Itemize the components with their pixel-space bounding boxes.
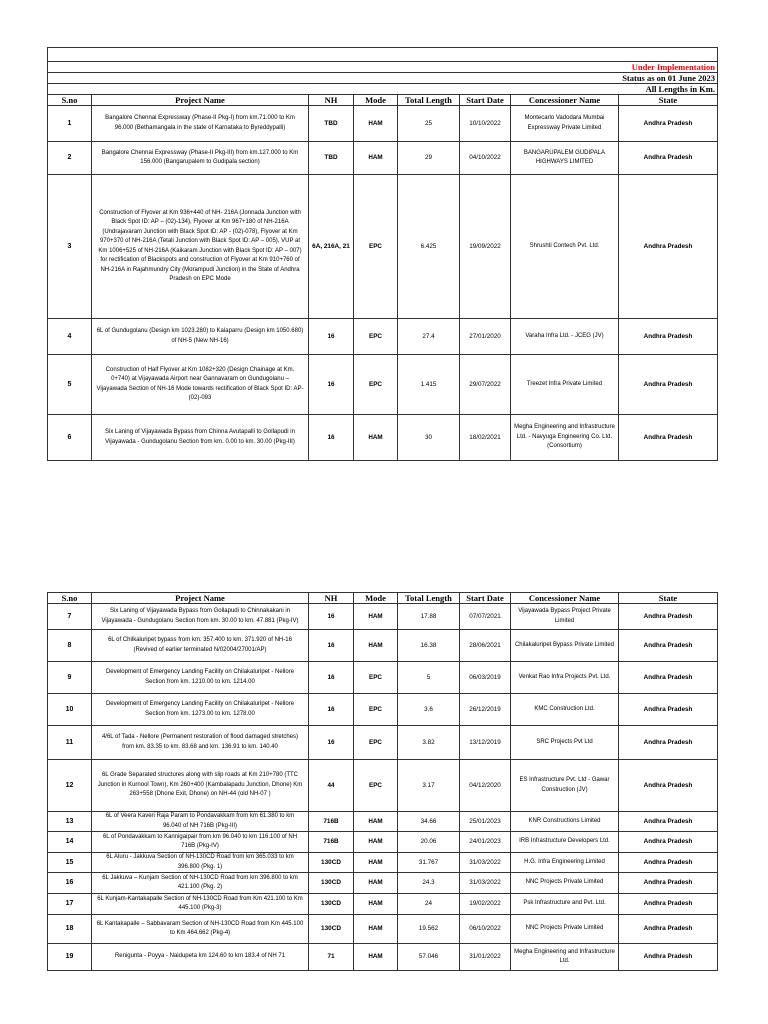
row-sno: 1 (48, 106, 92, 142)
row-state: Andhra Pradesh (619, 944, 718, 971)
status-date: Status as on 01 June 2023 (48, 73, 718, 84)
row-nh: 716B (309, 812, 354, 832)
col-project-name: Project Name (92, 95, 309, 106)
row-state: Andhra Pradesh (619, 415, 718, 461)
row-nh: 16 (309, 355, 354, 415)
row-concessioner: Megha Engineering and Infrastructure Ltd. (511, 944, 619, 971)
row-nh: 44 (309, 760, 354, 812)
col-state: State (619, 95, 718, 106)
row-state: Andhra Pradesh (619, 915, 718, 944)
row-total-length: 5 (398, 662, 460, 694)
row-start-date: 31/03/2022 (460, 853, 511, 873)
row-state: Andhra Pradesh (619, 355, 718, 415)
row-state: Andhra Pradesh (619, 832, 718, 853)
row-nh: TBD (309, 106, 354, 142)
col-state: State (619, 593, 718, 604)
row-nh: 130CD (309, 894, 354, 915)
row-sno: 9 (48, 662, 92, 694)
row-mode: HAM (354, 142, 398, 175)
table-row (48, 894, 718, 915)
row-concessioner: IRB Infrastructure Developers Ltd. (511, 832, 619, 853)
row-mode: HAM (354, 873, 398, 894)
units-note: All Lengths in Km. (48, 84, 718, 95)
row-start-date: 19/09/2022 (460, 175, 511, 319)
row-state: Andhra Pradesh (619, 760, 718, 812)
row-concessioner: Venkat Rao Infra Projects Pvt. Ltd. (511, 662, 619, 694)
row-sno: 3 (48, 175, 92, 319)
row-total-length: 3.82 (398, 726, 460, 760)
row-start-date: 29/07/2022 (460, 355, 511, 415)
table-row (48, 630, 718, 662)
row-mode: EPC (354, 760, 398, 812)
row-project-name: 6L Jakkuva – Kunjam Section of NH-130CD Road from km 396.800 to km 421.100 (Pkg. 2) (92, 873, 309, 894)
row-mode: HAM (354, 944, 398, 971)
row-project-name: 6L of Veera Kaveri Raja Param to Pondavakkam from km 61.380 to km 96.040 of NH 716B (Pkg-III) (92, 812, 309, 832)
row-nh: 16 (309, 726, 354, 760)
row-nh: 16 (309, 662, 354, 694)
table-row (48, 694, 718, 726)
col-nh: NH (309, 95, 354, 106)
row-sno: 18 (48, 915, 92, 944)
row-total-length: 17.88 (398, 604, 460, 630)
row-state: Andhra Pradesh (619, 873, 718, 894)
row-mode: HAM (354, 832, 398, 853)
row-sno: 7 (48, 604, 92, 630)
projects-table-top (47, 47, 718, 461)
table-row (48, 832, 718, 853)
row-concessioner: Treezet Infra Private Limited (511, 355, 619, 415)
row-project-name: Development of Emergency Landing Facility on Chilakaluripet - Nellore Section from km. 1273.00 to km. 1278.00 (92, 694, 309, 726)
row-start-date: 27/01/2020 (460, 319, 511, 355)
row-project-name: Development of Emergency Landing Facility on Chilakaluripet - Nellore Section from km. 1210.00 to km. 1214.00 (92, 662, 309, 694)
row-start-date: 26/12/2019 (460, 694, 511, 726)
row-mode: HAM (354, 415, 398, 461)
row-concessioner: Megha Engineering and Infrastructure Ltd. - Navyuga Engineering Co. Ltd. (Consortium) (511, 415, 619, 461)
row-project-name: 6L of Chilkaluripet bypass from km. 357.400 to km. 371.920 of NH-16 (Revived of earlier terminated N/02004/27001/AP) (92, 630, 309, 662)
table-row (48, 355, 718, 415)
row-sno: 6 (48, 415, 92, 461)
row-state: Andhra Pradesh (619, 106, 718, 142)
row-nh: 130CD (309, 873, 354, 894)
table-row (48, 142, 718, 175)
row-state: Andhra Pradesh (619, 604, 718, 630)
row-total-length: 3.17 (398, 760, 460, 812)
table-row (48, 415, 718, 461)
row-state: Andhra Pradesh (619, 175, 718, 319)
col-nh: NH (309, 593, 354, 604)
col-start-date: Start Date (460, 95, 511, 106)
blank-header-row (48, 48, 718, 62)
row-concessioner: Shrushti Contech Pvt. Ltd. (511, 175, 619, 319)
row-mode: HAM (354, 853, 398, 873)
row-sno: 10 (48, 694, 92, 726)
row-concessioner: Psk Infrastructure and Pvt. Ltd. (511, 894, 619, 915)
row-sno: 17 (48, 894, 92, 915)
row-mode: HAM (354, 812, 398, 832)
row-nh: 716B (309, 832, 354, 853)
row-sno: 11 (48, 726, 92, 760)
col-mode: Mode (354, 95, 398, 106)
row-total-length: 3.6 (398, 694, 460, 726)
row-concessioner: ES Infrastructure Pvt. Ltd - Gawar Construction (JV) (511, 760, 619, 812)
row-project-name: Construction of Flyover at Km 936+440 of NH- 216A (Jonnada Junction with Black Spot ID: AP – (02)-134), Flyover at Km 967+180 of NH-216A (Undrajavaram Junction with Black Spot ID: AP - (02)-078), Flyover at Km 970+370 of NH-216A (Tetali Junction with Black Spot ID: AP – 005), VUP at Km 1006+525 of NH-216A (Kaikaram Junction with Black Spot ID: AP – 007) for rectification of Blackspots and construction of Flyover at Km 910+760 of NH-216A in Rajahmundry City (Morampudi Junction) in the State of Andhra Pradesh on EPC Mode (92, 175, 309, 319)
row-start-date: 19/02/2022 (460, 894, 511, 915)
row-nh: 130CD (309, 853, 354, 873)
row-start-date: 25/01/2023 (460, 812, 511, 832)
row-start-date: 04/10/2022 (460, 142, 511, 175)
row-concessioner: H.G. Infra Engineering Limited (511, 853, 619, 873)
row-nh: TBD (309, 142, 354, 175)
table-row (48, 319, 718, 355)
row-project-name: Bangalore Chennai Expressway (Phase-II Pkg-I) from km.71.000 to Km 96.000 (Bethamangala in the state of Karnataka to Byreddypalli) (92, 106, 309, 142)
row-mode: EPC (354, 726, 398, 760)
column-header-row (48, 593, 718, 604)
row-state: Andhra Pradesh (619, 726, 718, 760)
row-nh: 130CD (309, 915, 354, 944)
row-concessioner: Vijayawada Bypass Project Private Limited (511, 604, 619, 630)
row-project-name: Six Laning of Vijayawada Bypass from Chinna Avutapalli to Gollapudi in Vijayawada - Gundugolanu Section from km. 0.00 to km. 30.00 (Pkg-III) (92, 415, 309, 461)
row-total-length: 31.767 (398, 853, 460, 873)
row-total-length: 24 (398, 894, 460, 915)
row-sno: 14 (48, 832, 92, 853)
row-state: Andhra Pradesh (619, 894, 718, 915)
col-start-date: Start Date (460, 593, 511, 604)
row-mode: EPC (354, 662, 398, 694)
col-total-length: Total Length (398, 593, 460, 604)
row-total-length: 30 (398, 415, 460, 461)
table-row (48, 915, 718, 944)
row-mode: EPC (354, 694, 398, 726)
row-project-name: Six Laning of Vijayawada Bypass from Gollapudi to Chinnakakani in Vijayawada - Gundugolanu Section from km. 30.00 to km. 47.881 (Pkg-IV) (92, 604, 309, 630)
col-sno: S.no (48, 95, 92, 106)
row-nh: 6A, 216A, 21 (309, 175, 354, 319)
row-project-name: Construction of Half Flyover at Km 1082+320 (Design Chainage at Km. 0+740) at Vijayawada Airport near Gannavaram on Gundugolanu – Vijayawada Section of NH-16 Mode towards rectification of Black Spot ID: AP-(02)-093 (92, 355, 309, 415)
row-sno: 15 (48, 853, 92, 873)
col-project-name: Project Name (92, 593, 309, 604)
row-concessioner: Montecarlo Vadodara Mumbai Expressway Private Limited (511, 106, 619, 142)
row-start-date: 04/12/2020 (460, 760, 511, 812)
row-mode: EPC (354, 355, 398, 415)
table-row (48, 760, 718, 812)
row-project-name: 6L Aluru - Jakkuva Section of NH-130CD Road from km 365.033 to km 396.800 (Pkg. 1) (92, 853, 309, 873)
table-row (48, 812, 718, 832)
row-start-date: 07/07/2021 (460, 604, 511, 630)
row-sno: 8 (48, 630, 92, 662)
table-row (48, 662, 718, 694)
row-mode: EPC (354, 319, 398, 355)
row-mode: EPC (354, 175, 398, 319)
row-sno: 4 (48, 319, 92, 355)
row-total-length: 20.06 (398, 832, 460, 853)
row-project-name: 6L Kantakapalle – Sabbavaram Section of NH-130CD Road from Km 445.100 to Km 464.662 (Pkg-4) (92, 915, 309, 944)
row-concessioner: BANGARUPALEM GUDIPALA HIGHWAYS LIMITED (511, 142, 619, 175)
row-state: Andhra Pradesh (619, 853, 718, 873)
row-total-length: 34.66 (398, 812, 460, 832)
row-start-date: 06/10/2022 (460, 915, 511, 944)
col-mode: Mode (354, 593, 398, 604)
row-total-length: 24.3 (398, 873, 460, 894)
row-nh: 16 (309, 604, 354, 630)
row-concessioner: Chilakaluripet Bypass Private Limited (511, 630, 619, 662)
row-start-date: 13/12/2019 (460, 726, 511, 760)
row-state: Andhra Pradesh (619, 694, 718, 726)
row-total-length: 1.415 (398, 355, 460, 415)
row-sno: 2 (48, 142, 92, 175)
row-start-date: 06/03/2019 (460, 662, 511, 694)
row-nh: 16 (309, 694, 354, 726)
row-mode: HAM (354, 630, 398, 662)
row-sno: 16 (48, 873, 92, 894)
row-mode: HAM (354, 894, 398, 915)
table-row (48, 944, 718, 971)
row-mode: HAM (354, 106, 398, 142)
row-project-name: Bangalore Chennai Expressway (Phase-II Pkg-III) from km.127.000 to Km 156.000 (Bangarupalem to Gudipala section) (92, 142, 309, 175)
projects-table-bottom (47, 592, 718, 971)
row-nh: 16 (309, 415, 354, 461)
row-total-length: 16.38 (398, 630, 460, 662)
col-sno: S.no (48, 593, 92, 604)
row-concessioner: KNR Constructions Limited (511, 812, 619, 832)
row-nh: 16 (309, 319, 354, 355)
row-total-length: 57.046 (398, 944, 460, 971)
row-nh: 71 (309, 944, 354, 971)
row-start-date: 31/01/2022 (460, 944, 511, 971)
table-row (48, 873, 718, 894)
col-concessioner: Concessioner Name (511, 95, 619, 106)
row-state: Andhra Pradesh (619, 630, 718, 662)
row-nh: 16 (309, 630, 354, 662)
row-total-length: 6.425 (398, 175, 460, 319)
status-label: Under Implementation (48, 62, 718, 73)
row-start-date: 31/03/2022 (460, 873, 511, 894)
row-mode: HAM (354, 915, 398, 944)
row-state: Andhra Pradesh (619, 319, 718, 355)
row-sno: 12 (48, 760, 92, 812)
col-total-length: Total Length (398, 95, 460, 106)
table-row (48, 106, 718, 142)
col-concessioner: Concessioner Name (511, 593, 619, 604)
row-mode: HAM (354, 604, 398, 630)
row-state: Andhra Pradesh (619, 142, 718, 175)
row-start-date: 28/06/2021 (460, 630, 511, 662)
row-start-date: 10/10/2022 (460, 106, 511, 142)
row-concessioner: KMC Construction Ltd. (511, 694, 619, 726)
row-sno: 5 (48, 355, 92, 415)
row-total-length: 27.4 (398, 319, 460, 355)
row-total-length: 29 (398, 142, 460, 175)
row-concessioner: Varaha Infra Ltd. - JCEG (JV) (511, 319, 619, 355)
row-start-date: 24/01/2023 (460, 832, 511, 853)
row-sno: 19 (48, 944, 92, 971)
column-header-row (48, 95, 718, 106)
row-project-name: 6L Kunjam-Kantakapalle Section of NH-130CD Road from Km 421.100 to Km 445.100 (Pkg-3) (92, 894, 309, 915)
row-total-length: 25 (398, 106, 460, 142)
row-concessioner: NNC Projects Private Limited (511, 915, 619, 944)
row-sno: 13 (48, 812, 92, 832)
row-project-name: 4/6L of Tada - Nellore (Permanent restoration of flood damaged stretches) from km. 83.35 to km. 83.68 and km. 136.91 to km. 140.40 (92, 726, 309, 760)
row-project-name: Renigunta - Poyya - Naidupeta km 124.60 to km 183.4 of NH 71 (92, 944, 309, 971)
table-row (48, 726, 718, 760)
row-state: Andhra Pradesh (619, 812, 718, 832)
table-row (48, 175, 718, 319)
row-total-length: 19.562 (398, 915, 460, 944)
row-concessioner: SRC Projects Pvt Ltd (511, 726, 619, 760)
row-start-date: 18/02/2021 (460, 415, 511, 461)
row-project-name: 6L of Pondavakkam to Kannigaipair from km 96.040 to km 116.100 of NH 716B (Pkg-IV) (92, 832, 309, 853)
row-concessioner: NNC Projects Private Limited (511, 873, 619, 894)
table-row (48, 604, 718, 630)
row-state: Andhra Pradesh (619, 662, 718, 694)
table-row (48, 853, 718, 873)
row-project-name: 6L of Gundugolanu (Design km 1023.280) to Kalaparru (Design km 1050.680) of NH-5 (New NH-16) (92, 319, 309, 355)
row-project-name: 6L Grade Separated structures along with slip roads at Km 210+780 (TTC Junction in Kurnool Town), Km 260+400 (Kambalapadu Junction, Dhone) Km 263+558 (Dhone Exit, Dhone) on NH-44 (old NH-07 ) (92, 760, 309, 812)
